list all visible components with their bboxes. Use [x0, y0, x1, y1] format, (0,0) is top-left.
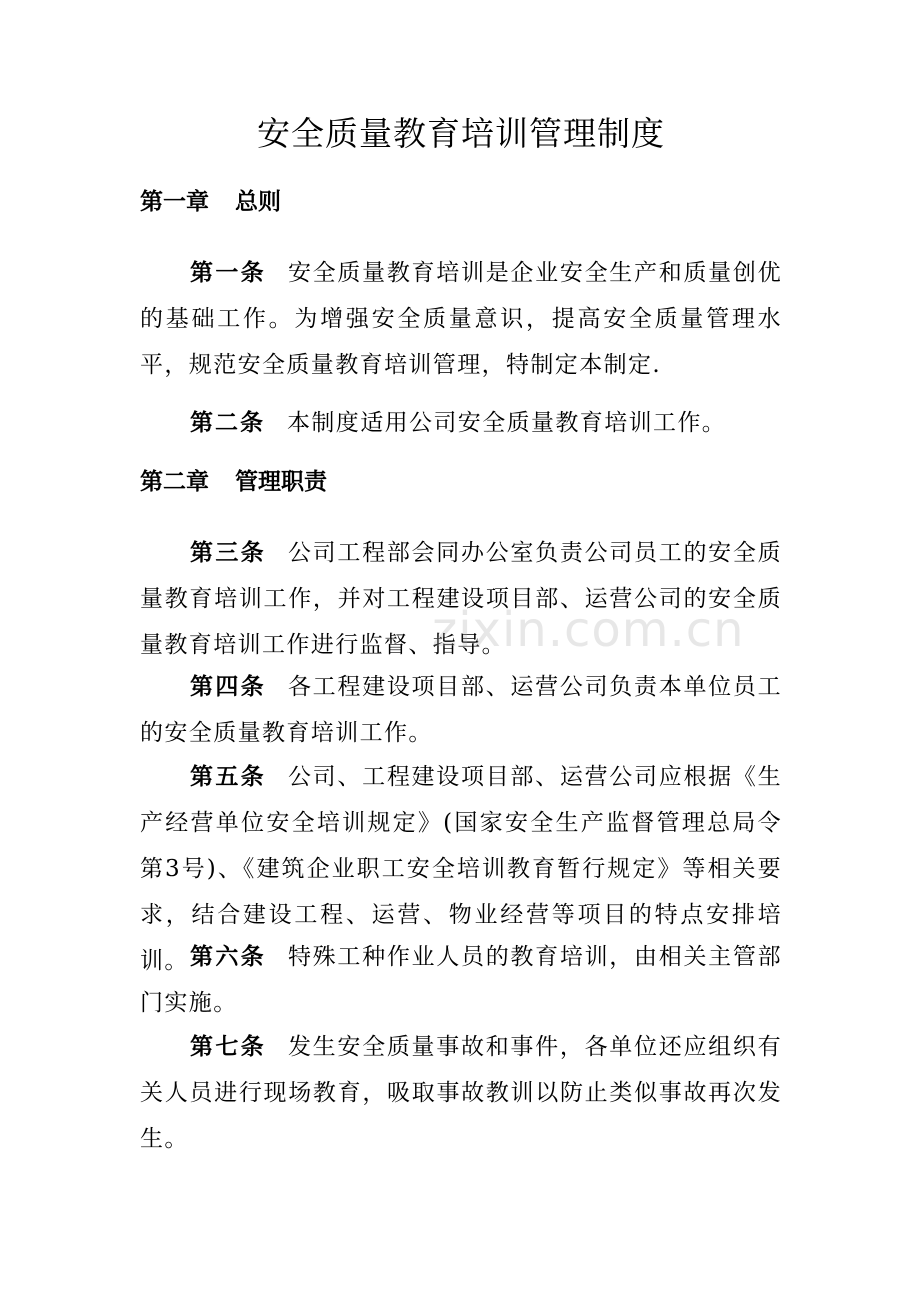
document-title: 安全质量教育培训管理制度	[257, 114, 665, 153]
chapter-number: 第二章	[140, 468, 209, 495]
article-label: 第二条	[190, 409, 265, 436]
article-3	[140, 530, 782, 668]
article-label: 第四条	[190, 673, 266, 700]
article-label: 第七条	[190, 1033, 266, 1060]
chapter-name: 总则	[235, 188, 281, 215]
article-text: 公司、工程建设项目部、运营公司应根据《生产经营单位安全培训规定》(国家安全生产监督管理总局令第3号)、《建筑企业职工安全培训教育暂行规定》等相关要求，结合建设工程、运营、物业经营等项目的特点安排培训。	[140, 764, 783, 974]
article-1	[140, 250, 782, 388]
article-text: 发生安全质量事故和事件，各单位还应组织有关人员进行现场教育，吸取事故教训以防止类似事故再次发生。	[140, 1034, 783, 1152]
watermark-text: zixin.com.cn	[432, 602, 745, 658]
article-4	[140, 664, 782, 756]
chapter-name: 管理职责	[235, 468, 327, 495]
article-label: 第六条	[190, 943, 266, 970]
article-label: 第一条	[190, 259, 266, 286]
article-label: 第五条	[190, 763, 266, 790]
article-6	[140, 934, 782, 1026]
article-text: 各工程建设项目部、运营公司负责本单位员工的安全质量教育培训工作。	[140, 674, 783, 746]
article-text: 特殊工种作业人员的教育培训，由相关主管部门实施。	[140, 944, 783, 1016]
chapter-1-heading	[140, 186, 281, 218]
article-text: 公司工程部会同办公室负责公司员工的安全质量教育培训工作，并对工程建设项目部、运营公司的安全质量教育培训工作进行监督、指导。	[140, 540, 783, 658]
chapter-2-heading	[140, 466, 327, 498]
article-7	[140, 1024, 782, 1162]
article-text: 安全质量教育培训是企业安全生产和质量创优的基础工作。为增强安全质量意识，提高安全质量管理水平，规范安全质量教育培训管理，特制定本制定.	[140, 260, 783, 378]
article-2	[140, 400, 782, 446]
article-label: 第三条	[190, 539, 266, 566]
article-text: 本制度适用公司安全质量教育培训工作。	[287, 410, 727, 436]
chapter-number: 第一章	[140, 188, 209, 215]
